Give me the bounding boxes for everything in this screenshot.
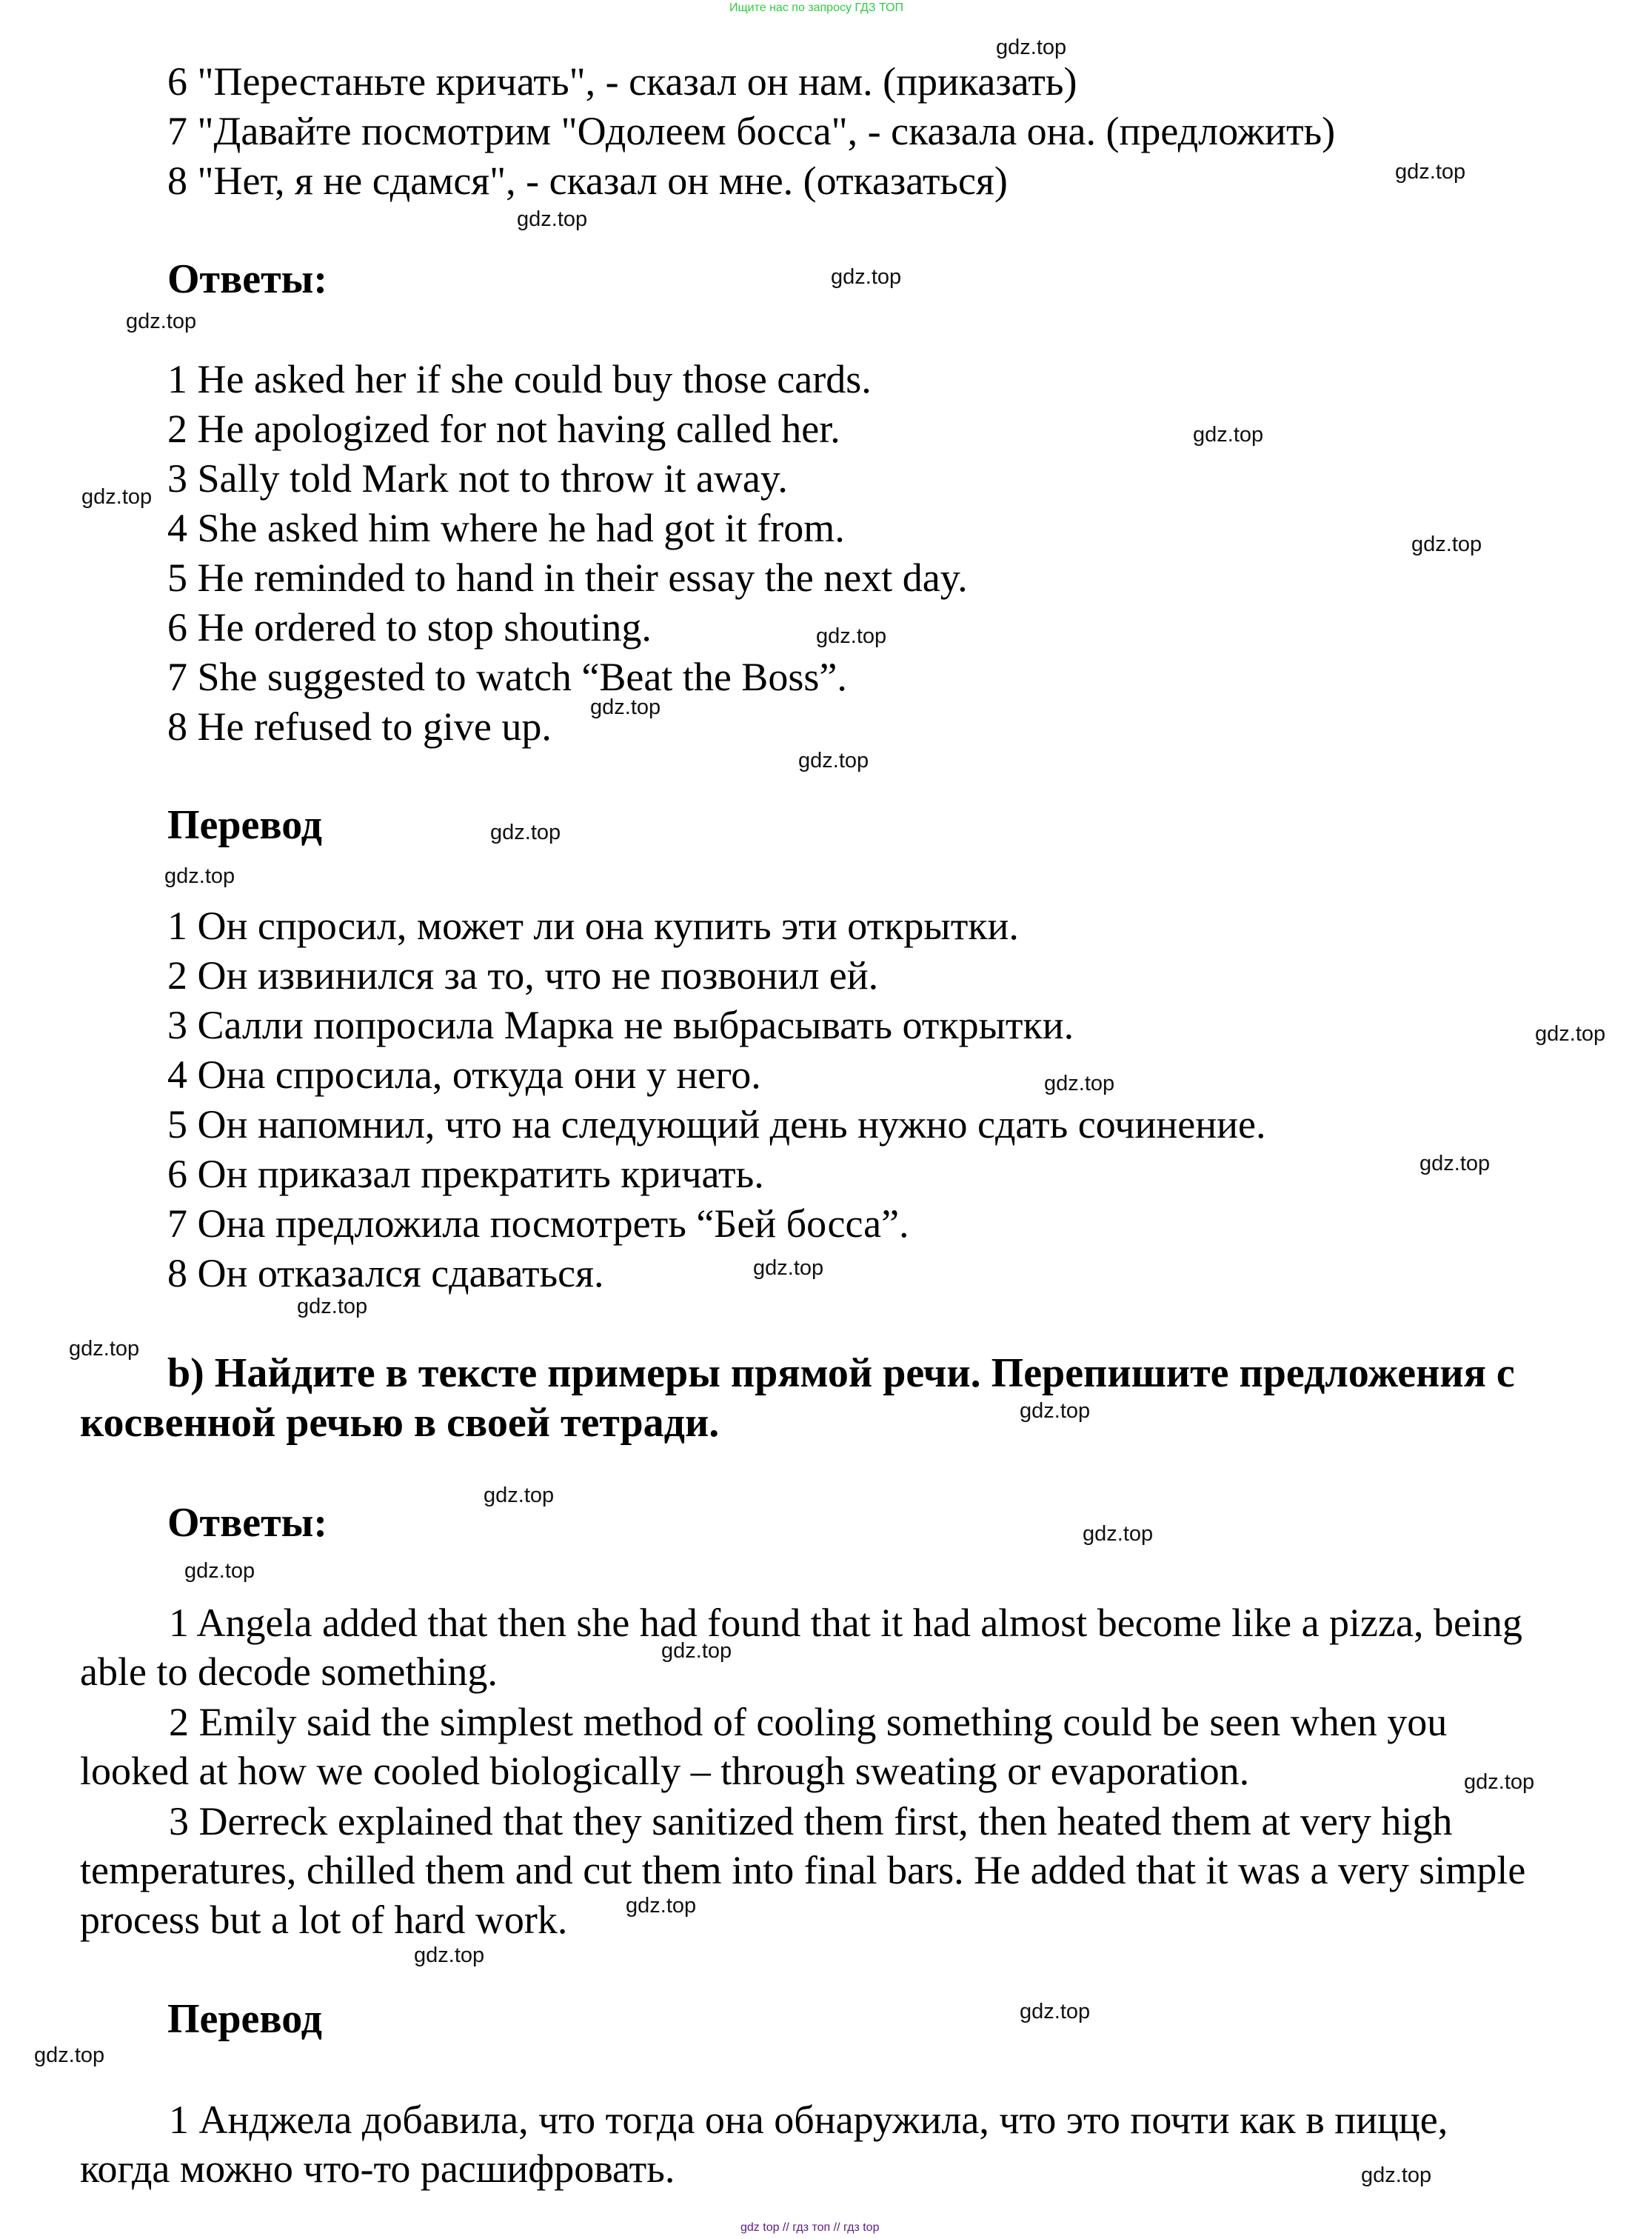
answer-a-8: 8 He refused to give up.	[167, 704, 552, 749]
answer-a-7: 7 She suggested to watch “Beat the Boss”.	[167, 655, 847, 699]
top-banner: Ищите нас по запросу ГДЗ ТОП	[729, 1, 903, 14]
answer-b-1-line-1: 1 Angela added that then she had found that it had almost become like a pizza, being	[169, 1601, 1522, 1645]
translation-b-1-line-1: 1 Анджела добавила, что тогда она обнаружила, что это почти как в пицце,	[169, 2098, 1448, 2142]
answer-b-3-line-2: temperatures, chilled them and cut them into final bars. He added that it was a very simple	[80, 1848, 1526, 1892]
watermark: gdz.top	[1464, 1770, 1535, 1794]
translation-a-4: 4 Она спросила, откуда они у него.	[167, 1052, 761, 1097]
watermark: gdz.top	[661, 1639, 732, 1663]
watermark: gdz.top	[626, 1894, 697, 1918]
translation-a-2: 2 Он извинился за то, что не позвонил ей.	[167, 953, 879, 998]
translation-a-7: 7 Она предложила посмотреть “Бей босса”.	[167, 1201, 909, 1246]
watermark: gdz.top	[753, 1256, 824, 1280]
answers-heading-a: Ответы:	[167, 256, 328, 302]
answer-a-1: 1 He asked her if she could buy those cards.	[167, 357, 872, 401]
answer-a-6: 6 He ordered to stop shouting.	[167, 605, 652, 650]
watermark: gdz.top	[81, 485, 153, 509]
watermark: gdz.top	[184, 1559, 255, 1583]
translation-a-6: 6 Он приказал прекратить кричать.	[167, 1152, 764, 1196]
task-b-line-2: косвенной речью в своей тетради.	[80, 1400, 720, 1446]
translation-a-5: 5 Он напомнил, что на следующий день нужно сдать сочинение.	[167, 1102, 1266, 1147]
watermark: gdz.top	[590, 695, 661, 719]
answer-b-1-line-2: able to decode something.	[80, 1649, 498, 1694]
translation-b-1-line-2: когда можно что-то расшифровать.	[80, 2146, 675, 2191]
answer-a-3: 3 Sally told Mark not to throw it away.	[167, 456, 788, 501]
watermark: gdz.top	[484, 1484, 555, 1507]
answer-b-3	[80, 1797, 1611, 1846]
watermark: gdz.top	[1083, 1522, 1154, 1546]
translation-heading-a: Перевод	[167, 802, 322, 848]
watermark: gdz.top	[414, 1943, 485, 1967]
watermark: gdz.top	[34, 2043, 105, 2067]
answer-b-3-line-1: 3 Derreck explained that they sanitized them first, then heated them at very high	[169, 1799, 1453, 1843]
watermark: gdz.top	[831, 265, 902, 289]
watermark: gdz.top	[1020, 1399, 1091, 1423]
watermark: gdz.top	[1419, 1152, 1491, 1175]
answer-a-4: 4 She asked him where he had got it from.	[167, 506, 845, 550]
watermark: gdz.top	[816, 624, 887, 648]
answers-heading-b: Ответы:	[167, 1500, 328, 1546]
answer-b-2-line-1: 2 Emily said the simplest method of cooling something could be seen when you	[169, 1700, 1448, 1744]
watermark: gdz.top	[517, 207, 588, 231]
translation-b-1	[80, 2095, 1611, 2145]
translation-a-1: 1 Он спросил, может ли она купить эти открытки.	[167, 904, 1019, 948]
watermark: gdz.top	[798, 749, 869, 773]
task-b-line-1: b) Найдите в тексте примеры прямой речи. Перепишите предложения с	[167, 1350, 1515, 1396]
watermark: gdz.top	[490, 821, 561, 844]
answer-b-2-line-2: looked at how we cooled biologically – through sweating or evaporation.	[80, 1749, 1250, 1793]
exercise-line-7: 7 "Давайте посмотрим "Одолеем босса", - сказала она. (предложить)	[167, 109, 1336, 153]
watermark: gdz.top	[1361, 2163, 1432, 2187]
translation-heading-b: Перевод	[167, 1996, 322, 2042]
watermark: gdz.top	[164, 864, 235, 888]
translation-a-3: 3 Салли попросила Марка не выбрасывать открытки.	[167, 1003, 1074, 1047]
watermark: gdz.top	[1044, 1072, 1115, 1095]
watermark: gdz.top	[1535, 1022, 1606, 1046]
exercise-line-6: 6 "Перестаньте кричать", - сказал он нам. (приказать)	[167, 59, 1077, 104]
watermark: gdz.top	[1020, 2000, 1091, 2023]
answer-b-1	[80, 1598, 1611, 1648]
answer-b-2	[80, 1698, 1611, 1747]
exercise-line-8: 8 "Нет, я не сдамся", - сказал он мне. (отказаться)	[167, 159, 1008, 203]
answer-a-5: 5 He reminded to hand in their essay the next day.	[167, 555, 968, 600]
watermark: gdz.top	[1395, 160, 1466, 184]
translation-a-8: 8 Он отказался сдаваться.	[167, 1251, 604, 1295]
watermark: gdz.top	[297, 1295, 368, 1318]
watermark: gdz.top	[996, 36, 1067, 59]
answer-b-3-line-3: process but a lot of hard work.	[80, 1898, 568, 1942]
watermark: gdz.top	[69, 1337, 140, 1361]
watermark: gdz.top	[1193, 423, 1264, 447]
watermark: gdz.top	[1411, 533, 1482, 556]
watermark: gdz.top	[126, 310, 197, 333]
footer-links: gdz top // гдз топ // гдз top	[740, 2221, 880, 2234]
answer-a-2: 2 He apologized for not having called her.	[167, 407, 840, 451]
